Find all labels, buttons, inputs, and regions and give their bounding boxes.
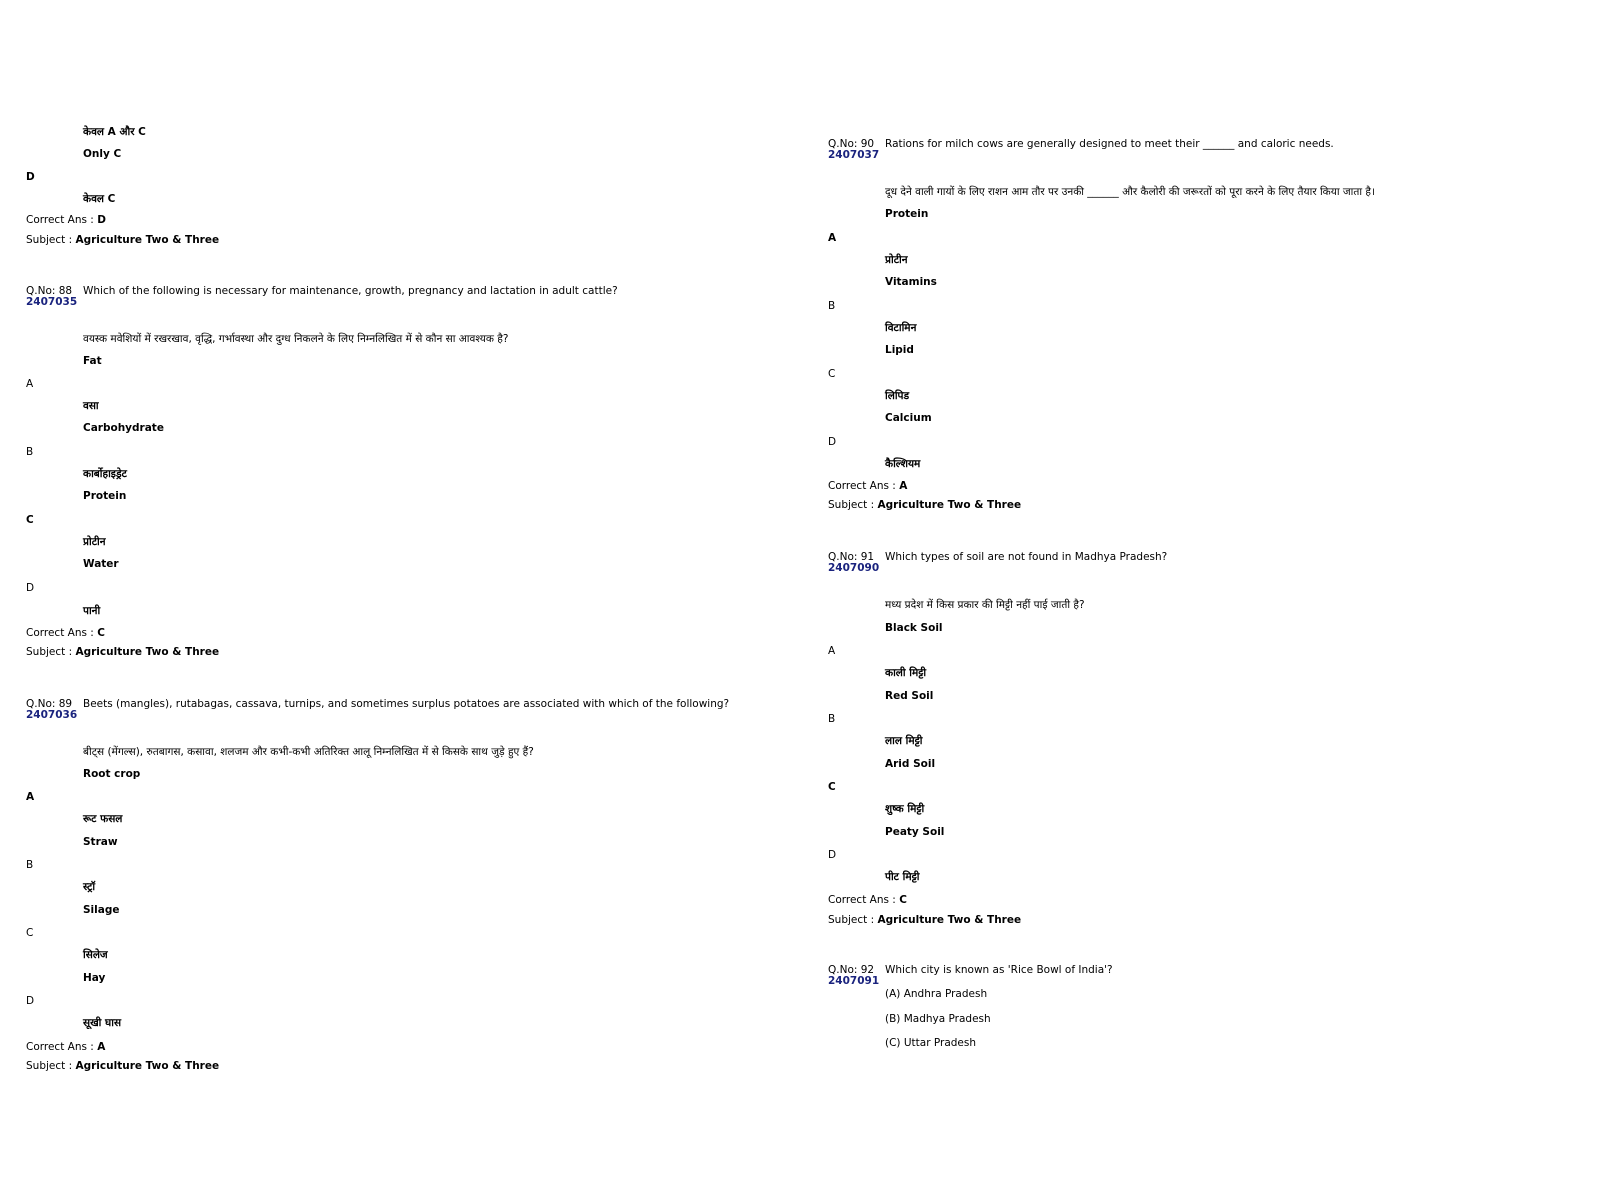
q88-option-c-label: C: [26, 514, 34, 526]
q92-id: 2407091: [828, 975, 880, 987]
correct-answer-label: Correct Ans :: [26, 627, 94, 639]
correct-answer-label: Correct Ans :: [26, 1041, 94, 1053]
q91-option-b-label: B: [828, 713, 836, 725]
q89-option-d-label: D: [26, 995, 35, 1007]
q92-question-english: Which city is known as 'Rice Bowl of India'?: [885, 964, 1113, 976]
q91-question-hindi: मध्य प्रदेश में किस प्रकार की मिट्टी नहीं पाई जाती है?: [885, 599, 1085, 611]
q91-option-c-label: C: [828, 781, 836, 793]
subject-label: Subject :: [26, 646, 73, 658]
prev-option-d-label: D: [26, 171, 35, 183]
q91-option-a-english: Black Soil: [885, 622, 943, 634]
q90-option-a-english: Protein: [885, 208, 929, 220]
q92-choice-b: (B) Madhya Pradesh: [885, 1013, 991, 1025]
q89-option-b-english: Straw: [83, 836, 118, 848]
q90-option-a-label: A: [828, 232, 837, 244]
q92-number: Q.No: 92: [828, 964, 875, 976]
q88-question-english: Which of the following is necessary for maintenance, growth, pregnancy and lactation in adult cattle?: [83, 285, 618, 297]
q89-correct-answer: [26, 1040, 105, 1054]
q90-question-hindi: दूध देने वाली गायों के लिए राशन आम तौर पर उनकी ______ और कैलोरी की जरूरतों को पूरा करने के लिए तैयार किया जाता है।: [885, 186, 1375, 198]
correct-answer-value: D: [97, 214, 106, 226]
q91-question-english: Which types of soil are not found in Madhya Pradesh?: [885, 551, 1168, 563]
subject-label: Subject :: [26, 1060, 73, 1072]
q88-option-d-label: D: [26, 582, 35, 594]
subject-value: Agriculture Two & Three: [75, 1060, 220, 1072]
q89-option-b-hindi: स्ट्रॉ: [83, 881, 96, 893]
q89-option-c-label: C: [26, 927, 34, 939]
q88-option-a-label: A: [26, 378, 34, 390]
subject-value: Agriculture Two & Three: [75, 234, 220, 246]
prev-option-c-hindi: केवल A और C: [83, 126, 146, 138]
prev-subject: [26, 233, 219, 247]
q88-question-hindi: वयस्क मवेशियों में रखरखाव, वृद्धि, गर्भावस्था और दुग्ध निकलने के लिए निम्नलिखित में से कौन सा आवश्यक है?: [83, 333, 509, 345]
q91-option-c-english: Arid Soil: [885, 758, 936, 770]
q89-option-a-label: A: [26, 791, 35, 803]
q89-subject: [26, 1059, 219, 1073]
q90-option-b-hindi: विटामिन: [885, 322, 917, 334]
q91-correct-answer: [828, 893, 907, 907]
q89-id: 2407036: [26, 709, 78, 721]
q90-number: Q.No: 90: [828, 138, 875, 150]
q92-choice-c: (C) Uttar Pradesh: [885, 1037, 977, 1049]
q89-option-c-english: Silage: [83, 904, 120, 916]
q89-option-a-english: Root crop: [83, 768, 141, 780]
q90-option-d-label: D: [828, 436, 837, 448]
q91-option-c-hindi: शुष्क मिट्टी: [885, 803, 925, 815]
q92-choice-a: (A) Andhra Pradesh: [885, 988, 988, 1000]
q88-option-a-hindi: वसा: [83, 400, 99, 412]
q89-option-d-english: Hay: [83, 972, 106, 984]
subject-label: Subject :: [828, 914, 875, 926]
subject-value: Agriculture Two & Three: [877, 499, 1022, 511]
q89-question-english: Beets (mangles), rutabagas, cassava, turnips, and sometimes surplus potatoes are associated with which of the following?: [83, 698, 730, 710]
q90-question-english: Rations for milch cows are generally designed to meet their ______ and caloric needs.: [885, 138, 1334, 150]
subject-value: Agriculture Two & Three: [877, 914, 1022, 926]
q88-option-c-english: Protein: [83, 490, 127, 502]
q91-option-a-label: A: [828, 645, 836, 657]
q88-option-d-hindi: पानी: [83, 605, 101, 617]
q90-option-d-hindi: कैल्शियम: [885, 458, 921, 470]
q90-option-b-english: Vitamins: [885, 276, 937, 288]
q91-option-b-hindi: लाल मिट्टी: [885, 735, 923, 747]
q90-option-d-english: Calcium: [885, 412, 932, 424]
prev-correct-answer: [26, 213, 106, 227]
q91-option-d-english: Peaty Soil: [885, 826, 945, 838]
prev-option-d-english: Only C: [83, 148, 122, 160]
q91-option-a-hindi: काली मिट्टी: [885, 667, 927, 679]
q91-subject: [828, 913, 1021, 927]
q91-id: 2407090: [828, 562, 880, 574]
q88-subject: [26, 645, 219, 659]
q91-option-d-label: D: [828, 849, 837, 861]
correct-answer-label: Correct Ans :: [828, 894, 896, 906]
q90-option-a-hindi: प्रोटीन: [885, 254, 908, 266]
correct-answer-value: C: [97, 627, 105, 639]
q88-id: 2407035: [26, 296, 78, 308]
q89-option-c-hindi: सिलेज: [83, 949, 108, 961]
subject-label: Subject :: [828, 499, 875, 511]
q88-option-b-english: Carbohydrate: [83, 422, 164, 434]
q90-id: 2407037: [828, 149, 880, 161]
q90-option-b-label: B: [828, 300, 836, 312]
q88-option-a-english: Fat: [83, 355, 102, 367]
q90-option-c-hindi: लिपिड: [885, 390, 910, 402]
correct-answer-value: A: [97, 1041, 106, 1053]
q91-option-b-english: Red Soil: [885, 690, 934, 702]
q90-option-c-english: Lipid: [885, 344, 914, 356]
q90-correct-answer: [828, 479, 907, 493]
q91-number: Q.No: 91: [828, 551, 875, 563]
subject-value: Agriculture Two & Three: [75, 646, 220, 658]
subject-label: Subject :: [26, 234, 73, 246]
prev-option-d-hindi: केवल C: [83, 193, 116, 205]
q89-number: Q.No: 89: [26, 698, 73, 710]
q88-option-d-english: Water: [83, 558, 119, 570]
q91-option-d-hindi: पीट मिट्टी: [885, 871, 920, 883]
q88-option-b-label: B: [26, 446, 34, 458]
q88-correct-answer: [26, 626, 105, 640]
q88-number: Q.No: 88: [26, 285, 73, 297]
q89-question-hindi: बीट्स (मेंगल्स), रुतबागस, कसावा, शलजम और कभी-कभी अतिरिक्त आलू निम्नलिखित में से किसके साथ जुड़े हुए हैं?: [83, 746, 534, 758]
q90-option-c-label: C: [828, 368, 836, 380]
correct-answer-value: C: [899, 894, 907, 906]
q90-subject: [828, 498, 1021, 512]
q88-option-b-hindi: कार्बोहाइड्रेट: [83, 468, 127, 480]
q89-option-d-hindi: सूखी घास: [83, 1017, 122, 1029]
q88-option-c-hindi: प्रोटीन: [83, 536, 106, 548]
q89-option-b-label: B: [26, 859, 34, 871]
correct-answer-label: Correct Ans :: [828, 480, 896, 492]
q89-option-a-hindi: रूट फसल: [83, 813, 123, 825]
correct-answer-value: A: [899, 480, 908, 492]
correct-answer-label: Correct Ans :: [26, 214, 94, 226]
